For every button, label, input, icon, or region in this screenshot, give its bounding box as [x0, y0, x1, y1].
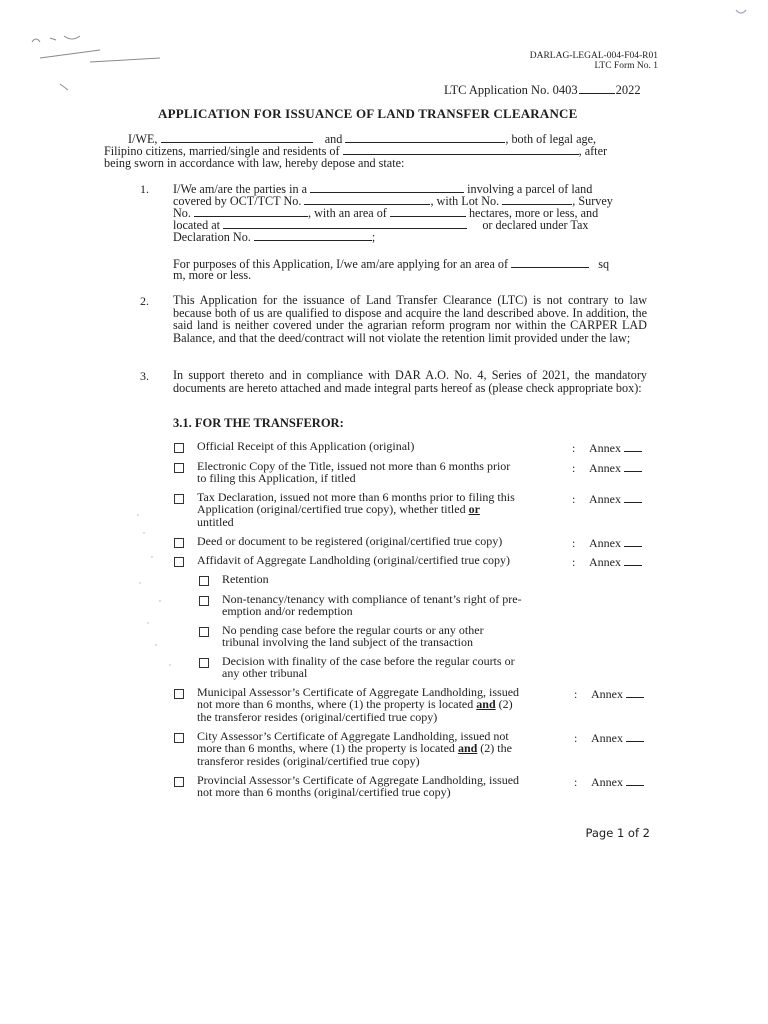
checklist-5-line2-tail: (2): [498, 697, 513, 712]
checklist-3-annex: [589, 536, 642, 551]
applied-area-blank[interactable]: [511, 257, 589, 268]
intro-after: , after: [578, 144, 608, 158]
checklist-6-line3: transferor resides (original/certified true copy): [197, 753, 420, 768]
provincial-assessor-checkbox[interactable]: [174, 777, 184, 787]
tax-declaration-checkbox[interactable]: [174, 494, 184, 504]
checklist-3-annex-blank[interactable]: [624, 536, 642, 547]
checklist-1-annex: [589, 461, 642, 476]
checklist-7-annex-label: Annex: [591, 775, 623, 789]
checklist-4-annex-blank[interactable]: [624, 555, 642, 566]
checklist-7-line2: not more than 6 months (original/certified true copy): [197, 785, 451, 800]
decision-finality-label: [222, 655, 515, 680]
checklist-0-annex: [589, 441, 642, 456]
intro-both: , both of legal age,: [505, 132, 597, 146]
checklist-2-line3: untitled: [197, 514, 234, 529]
municipal-assessor-label: [197, 686, 519, 723]
application-number-prefix: LTC Application No. 0403: [444, 83, 578, 97]
tax-declaration-blank[interactable]: [254, 230, 372, 241]
item1-l3b: , with an area of: [308, 206, 387, 220]
title-copy-checkbox[interactable]: [174, 463, 184, 473]
checklist-6-line1: City Assessor’s Certificate of Aggregate Landholding, issued not: [197, 729, 509, 743]
checklist-4-annex-label: Annex: [589, 555, 621, 569]
checklist-0-line1: Official Receipt of this Application (original): [197, 439, 415, 453]
official-receipt-label: [197, 440, 414, 452]
item1-l5a: Declaration No.: [173, 230, 251, 244]
item2-text: This Application for the issuance of Land Transfer Clearance (LTC) is not contrary to law because both of us are qualified to dispose and acquire the land described above. In addition, the said land is neither covered under the agrarian reform program nor within the CARPER LAD Balance, and that the deed/contract will not violate the retention limit provided under the law;: [173, 293, 647, 345]
checklist-6-annex-blank[interactable]: [626, 731, 644, 742]
decision-finality-checkbox[interactable]: [199, 658, 209, 668]
item1-purpose-line2: m, more or less.: [173, 268, 252, 282]
checklist-1-line1: Electronic Copy of the Title, issued not more than 6 months prior: [197, 459, 511, 473]
checklist-3-annex-label: Annex: [589, 536, 621, 550]
subchecklist-3-line2: any other tribunal: [222, 666, 308, 681]
checklist-6-annex: [591, 731, 644, 746]
checklist-7-annex-blank[interactable]: [626, 775, 644, 786]
scan-scribble-mark: [20, 22, 180, 102]
tax-declaration-label: [197, 491, 515, 528]
application-number: [444, 82, 641, 98]
subchecklist-2-line2: tribunal involving the land subject of the transaction: [222, 635, 473, 650]
item3-text: In support thereto and in compliance with DAR A.O. No. 4, Series of 2021, the mandatory documents are hereto attached and made integral parts hereof as (please check appropriate box):: [173, 368, 647, 395]
city-assessor-label: [197, 730, 512, 767]
retention-checkbox[interactable]: [199, 576, 209, 586]
provincial-assessor-label: [197, 774, 519, 799]
no-pending-case-label: [222, 624, 484, 649]
form-code-line2: LTC Form No. 1: [594, 61, 658, 71]
municipal-assessor-checkbox[interactable]: [174, 689, 184, 699]
subchecklist-1-line2: emption and/or redemption: [222, 604, 353, 619]
corner-mark: [730, 4, 754, 18]
city-assessor-checkbox[interactable]: [174, 733, 184, 743]
subchecklist-0-line1: Retention: [222, 572, 269, 586]
form-code-line1: DARLAG-LEGAL-004-F04-R01: [529, 51, 658, 61]
checklist-5-colon: :: [574, 687, 578, 701]
application-number-year: 2022: [615, 83, 641, 97]
checklist-3-colon: :: [572, 536, 576, 550]
checklist-0-annex-label: Annex: [589, 441, 621, 455]
party2-name-blank[interactable]: [345, 132, 505, 143]
item1-l4a: located at: [173, 218, 221, 232]
checklist-5-annex-label: Annex: [591, 687, 623, 701]
checklist-5-and: and: [476, 697, 496, 712]
item3-number: 3.: [140, 369, 149, 383]
checklist-6-line2-tail: (2) the: [480, 741, 512, 756]
subchecklist-3-line1: Decision with finality of the case before the regular courts or: [222, 654, 515, 668]
item1-l2c: , Survey: [572, 194, 613, 208]
intro-residents: Filipino citizens, married/single and residents of: [104, 144, 340, 158]
lot-number-blank[interactable]: [502, 194, 572, 205]
checklist-0-annex-blank[interactable]: [624, 441, 642, 452]
checklist-1-annex-label: Annex: [589, 461, 621, 475]
item1-l4b: or declared under Tax: [482, 218, 589, 232]
item1-line5: [173, 230, 375, 244]
title-copy-label: [197, 460, 510, 485]
party1-name-blank[interactable]: [161, 132, 313, 143]
non-tenancy-checkbox[interactable]: [199, 596, 209, 606]
checklist-6-colon: :: [574, 731, 578, 745]
item1-l1a: I/We am/are the parties in a: [173, 182, 308, 196]
checklist-2-annex: [589, 492, 642, 507]
item1-l2a: covered by OCT/TCT No.: [173, 194, 302, 208]
checklist-3-line1: Deed or document to be registered (original/certified true copy): [197, 534, 503, 548]
official-receipt-checkbox[interactable]: [174, 443, 184, 453]
checklist-0-colon: :: [572, 441, 576, 455]
checklist-6-annex-label: Annex: [591, 731, 623, 745]
application-number-blank[interactable]: [579, 82, 615, 94]
item1-l1b: involving a parcel of land: [467, 182, 593, 196]
affidavit-label: [197, 554, 510, 566]
item1-number: 1.: [140, 182, 149, 196]
checklist-6-and: and: [457, 741, 478, 756]
checklist-2-annex-label: Annex: [589, 492, 621, 506]
item1-purpose-a: For purposes of this Application, I/we am/are applying for an area of: [173, 257, 509, 271]
item1-l2b: , with Lot No.: [430, 194, 500, 208]
checklist-2-colon: :: [572, 492, 576, 506]
checklist-4-colon: :: [572, 555, 576, 569]
checklist-7-line1: Provincial Assessor’s Certificate of Aggregate Landholding, issued: [197, 773, 520, 787]
checklist-2-line2: Application (original/certified true copy), whether titled: [197, 502, 466, 517]
form-code: [530, 51, 658, 71]
checklist-5-line2: not more than 6 months, where (1) the property is located: [197, 697, 474, 712]
item1-l3a: No.: [173, 206, 191, 220]
checklist-2-annex-blank[interactable]: [624, 492, 642, 503]
survey-number-blank[interactable]: [194, 206, 308, 217]
checklist-5-line1: Municipal Assessor’s Certificate of Aggregate Landholding, issued: [197, 685, 520, 699]
residence-blank[interactable]: [343, 144, 579, 155]
title-number-blank[interactable]: [304, 194, 430, 205]
intro-line3: being sworn in accordance with law, hereby depose and state:: [104, 156, 405, 170]
item1-l3c: hectares, more or less, and: [468, 206, 599, 220]
checklist-1-colon: :: [572, 461, 576, 475]
checklist-1-annex-blank[interactable]: [624, 461, 642, 472]
deed-label: [197, 535, 502, 547]
checklist-6-line2: more than 6 months, where (1) the property is located: [197, 741, 455, 756]
retention-label: [222, 573, 269, 585]
area-blank[interactable]: [390, 206, 466, 217]
checklist-2-or: or: [468, 502, 480, 517]
item2-number: 2.: [140, 294, 149, 308]
item1-purpose-b: sq: [598, 257, 610, 271]
checklist-4-annex: [589, 555, 642, 570]
transaction-type-blank[interactable]: [310, 182, 464, 193]
margin-specks: [130, 505, 190, 675]
checklist-5-annex: [591, 687, 644, 702]
no-pending-case-checkbox[interactable]: [199, 627, 209, 637]
section-transferor-heading: 3.1. FOR THE TRANSFEROR:: [173, 416, 344, 430]
intro-we: I/WE,: [128, 132, 158, 146]
subchecklist-2-line1: No pending case before the regular courts or any other: [222, 623, 484, 637]
subchecklist-1-line1: Non-tenancy/tenancy with compliance of tenant’s right of pre-: [222, 592, 522, 606]
non-tenancy-label: [222, 593, 522, 618]
document-title: APPLICATION FOR ISSUANCE OF LAND TRANSFER CLEARANCE: [158, 106, 578, 121]
checklist-5-annex-blank[interactable]: [626, 687, 644, 698]
location-blank[interactable]: [223, 218, 467, 229]
checklist-7-colon: :: [574, 775, 578, 789]
page-number: Page 1 of 2: [585, 826, 650, 840]
intro-and: and: [324, 132, 343, 146]
item1-l5b: ;: [371, 230, 376, 244]
checklist-2-line1: Tax Declaration, issued not more than 6 months prior to filing this: [197, 490, 515, 504]
checklist-1-line2: to filing this Application, if titled: [197, 471, 356, 486]
checklist-7-annex: [591, 775, 644, 790]
checklist-4-line1: Affidavit of Aggregate Landholding (original/certified true copy): [197, 553, 511, 567]
checklist-5-line3: the transferor resides (original/certified true copy): [197, 709, 438, 724]
